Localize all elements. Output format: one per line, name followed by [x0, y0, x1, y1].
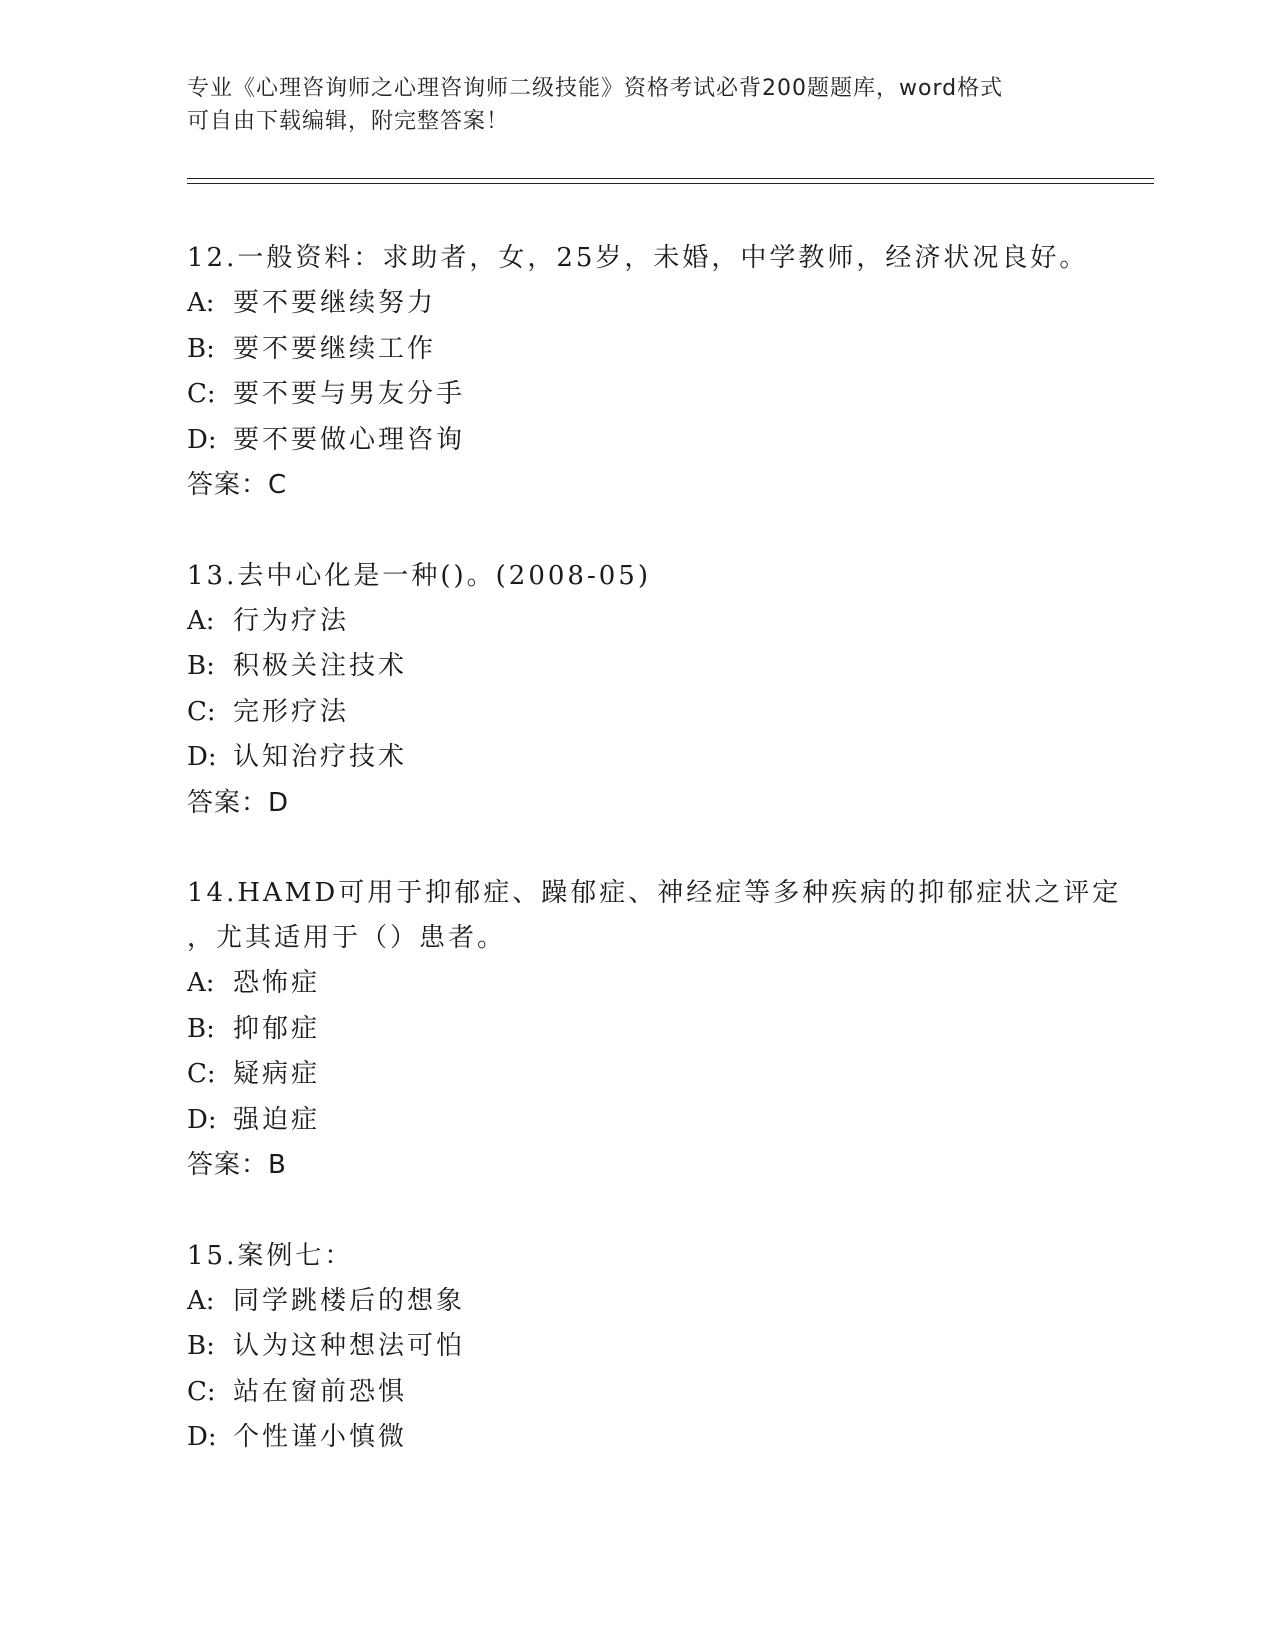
option-key: A:: [187, 605, 215, 636]
header-line-2: 可自由下载编辑，附完整答案！: [187, 109, 510, 134]
question-12: [187, 236, 1087, 509]
option-text: 要不要与男友分手: [233, 379, 466, 409]
option-c: [187, 372, 1087, 418]
option-a: [187, 599, 1087, 645]
option-d: [187, 1098, 1087, 1144]
option-d: [187, 1415, 1087, 1461]
option-key: A:: [187, 1285, 215, 1316]
question-stem-continued: ，尤其适用于（）患者。: [187, 923, 507, 953]
option-d: [187, 735, 1087, 781]
option-b: [187, 327, 1087, 373]
option-b: [187, 1324, 1087, 1370]
option-key: A:: [187, 968, 215, 998]
header-divider-top: [187, 178, 1154, 179]
answer: 答案：D: [187, 787, 290, 818]
option-d: [187, 418, 1087, 464]
question-14: [187, 871, 1122, 1189]
option-a: [187, 961, 1087, 1007]
option-text: 认为这种想法可怕: [233, 1331, 466, 1361]
option-text: 强迫症: [233, 1104, 321, 1135]
option-a: [187, 1279, 1087, 1325]
option-c: [187, 1052, 1087, 1098]
question-15: [187, 1234, 1087, 1461]
option-text: 抑郁症: [233, 1013, 321, 1044]
option-text: 认知治疗技术: [233, 742, 408, 772]
header-divider-bottom: [187, 183, 1154, 184]
answer: 答案：B: [187, 1150, 287, 1180]
question-stem: 12.一般资料：求助者，女，25岁，未婚，中学教师，经济状况良好。: [187, 243, 1089, 273]
document-header: [187, 72, 1067, 138]
option-text: 同学跳楼后的想象: [233, 1285, 466, 1316]
option-text: 积极关注技术: [233, 651, 408, 681]
option-text: 疑病症: [233, 1059, 321, 1089]
question-stem: 13.去中心化是一种()。(2008-05): [187, 560, 651, 591]
answer: 答案：C: [187, 470, 288, 500]
option-key: B:: [187, 651, 215, 681]
option-key: D:: [187, 1422, 217, 1452]
option-key: D:: [187, 1104, 217, 1135]
option-key: B:: [187, 1013, 215, 1044]
option-key: B:: [187, 1331, 215, 1361]
option-key: C:: [187, 379, 216, 409]
option-text: 要不要继续努力: [233, 288, 437, 318]
question-stem: 15.案例七：: [187, 1240, 354, 1271]
option-text: 要不要做心理咨询: [233, 424, 466, 455]
option-key: D:: [187, 742, 217, 772]
option-text: 完形疗法: [233, 696, 350, 727]
option-c: [187, 1370, 1087, 1416]
question-stem: 14.HAMD可用于抑郁症、躁郁症、神经症等多种疾病的抑郁症状之评定: [187, 878, 1122, 908]
option-key: C:: [187, 696, 216, 727]
option-c: [187, 690, 1087, 736]
option-key: A:: [187, 288, 215, 318]
question-13: [187, 554, 1087, 827]
option-key: C:: [187, 1376, 216, 1407]
option-key: D:: [187, 424, 217, 455]
option-text: 行为疗法: [233, 605, 350, 636]
header-line-1: 专业《心理咨询师之心理咨询师二级技能》资格考试必背200题题库，word格式: [187, 76, 1004, 101]
option-text: 恐怖症: [233, 968, 321, 998]
option-key: B:: [187, 333, 215, 364]
option-b: [187, 644, 1087, 690]
question-list: [187, 236, 1122, 1506]
option-text: 站在窗前恐惧: [233, 1376, 408, 1407]
option-text: 要不要继续工作: [233, 333, 437, 364]
option-text: 个性谨小慎微: [233, 1422, 408, 1452]
option-a: [187, 281, 1087, 327]
option-key: C:: [187, 1059, 216, 1089]
option-b: [187, 1007, 1087, 1053]
